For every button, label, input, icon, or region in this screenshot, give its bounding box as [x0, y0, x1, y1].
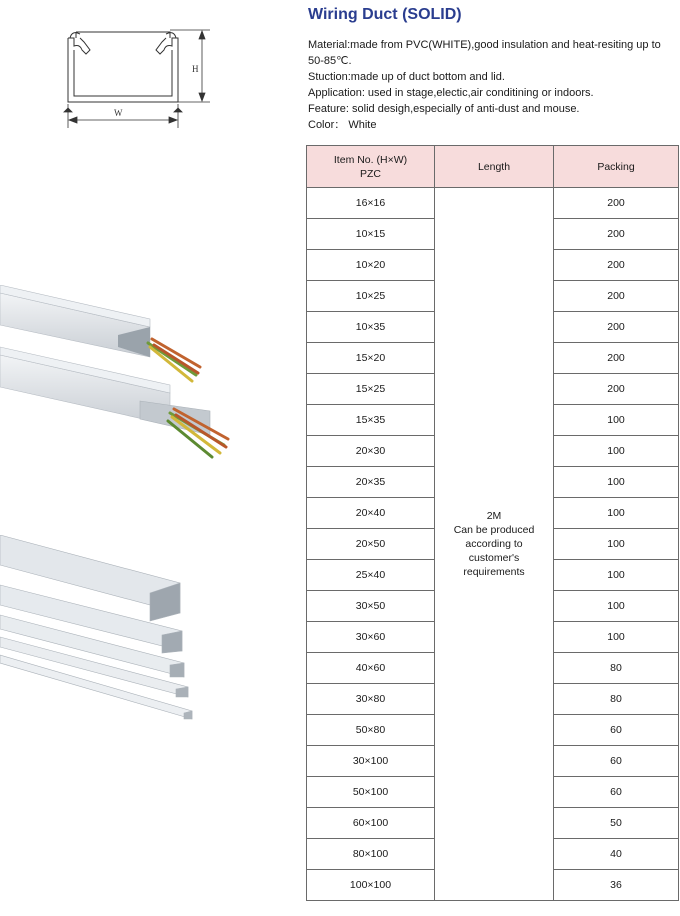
item-cell: 10×20: [307, 250, 435, 281]
product-title: Wiring Duct (SOLID): [308, 6, 462, 23]
packing-cell: 200: [554, 312, 679, 343]
packing-cell: 100: [554, 622, 679, 653]
item-cell: 15×25: [307, 374, 435, 405]
length-note-line3: according to: [465, 538, 523, 550]
header-packing: Packing: [554, 146, 679, 188]
packing-cell: 100: [554, 529, 679, 560]
item-cell: 10×25: [307, 281, 435, 312]
packing-cell: 80: [554, 684, 679, 715]
item-cell: 30×80: [307, 684, 435, 715]
packing-cell: 100: [554, 467, 679, 498]
item-cell: 80×100: [307, 839, 435, 870]
color-text: Color： White: [308, 119, 377, 131]
length-note-line2: Can be produced: [453, 524, 535, 536]
item-cell: 16×16: [307, 188, 435, 219]
packing-cell: 60: [554, 715, 679, 746]
packing-cell: 50: [554, 808, 679, 839]
item-cell: 100×100: [307, 870, 435, 901]
item-cell: 30×100: [307, 746, 435, 777]
application-text: Application: used in stage,electic,air conditining or indoors.: [308, 87, 594, 99]
packing-cell: 36: [554, 870, 679, 901]
header-item-line2: PZC: [360, 167, 381, 180]
spec-table: [306, 145, 679, 901]
packing-cell: 100: [554, 591, 679, 622]
item-cell: 20×50: [307, 529, 435, 560]
plain-ducts-photo: [0, 535, 200, 735]
item-cell: 20×35: [307, 467, 435, 498]
cross-section-diagram: [50, 20, 230, 130]
packing-cell: 200: [554, 343, 679, 374]
material-text: Material:made from PVC(WHITE),good insulation and heat-resiting up to 50-85℃.: [308, 39, 661, 67]
packing-cell: 40: [554, 839, 679, 870]
table-row: [307, 188, 679, 219]
packing-cell: 100: [554, 560, 679, 591]
duct-with-wires-photo: [0, 285, 240, 495]
header-item-no: [307, 146, 435, 188]
packing-cell: 100: [554, 405, 679, 436]
item-cell: 50×80: [307, 715, 435, 746]
header-length: Length: [435, 146, 554, 188]
product-description: [308, 37, 676, 133]
height-label: H: [192, 64, 199, 74]
length-note-line1: 2M: [486, 510, 502, 522]
header-item-line1: Item No. (H×W): [333, 153, 408, 166]
length-note-line5: requirements: [463, 566, 525, 578]
packing-cell: 100: [554, 436, 679, 467]
item-cell: 20×40: [307, 498, 435, 529]
item-cell: 60×100: [307, 808, 435, 839]
item-cell: 10×35: [307, 312, 435, 343]
packing-cell: 200: [554, 374, 679, 405]
packing-cell: 60: [554, 777, 679, 808]
item-cell: 30×60: [307, 622, 435, 653]
packing-cell: 60: [554, 746, 679, 777]
packing-cell: 200: [554, 250, 679, 281]
length-cell: [435, 188, 554, 901]
table-header-row: [307, 146, 679, 188]
structure-text: Stuction:made up of duct bottom and lid.: [308, 71, 505, 83]
item-cell: 50×100: [307, 777, 435, 808]
packing-cell: 200: [554, 219, 679, 250]
packing-cell: 200: [554, 281, 679, 312]
item-cell: 40×60: [307, 653, 435, 684]
item-cell: 10×15: [307, 219, 435, 250]
item-cell: 30×50: [307, 591, 435, 622]
feature-text: Feature: solid desigh,especially of anti-dust and mouse.: [308, 103, 580, 115]
length-note-line4: customer's: [468, 552, 520, 564]
packing-cell: 200: [554, 188, 679, 219]
item-cell: 15×35: [307, 405, 435, 436]
packing-cell: 100: [554, 498, 679, 529]
item-cell: 25×40: [307, 560, 435, 591]
width-label: W: [114, 108, 123, 118]
item-cell: 15×20: [307, 343, 435, 374]
packing-cell: 80: [554, 653, 679, 684]
item-cell: 20×30: [307, 436, 435, 467]
